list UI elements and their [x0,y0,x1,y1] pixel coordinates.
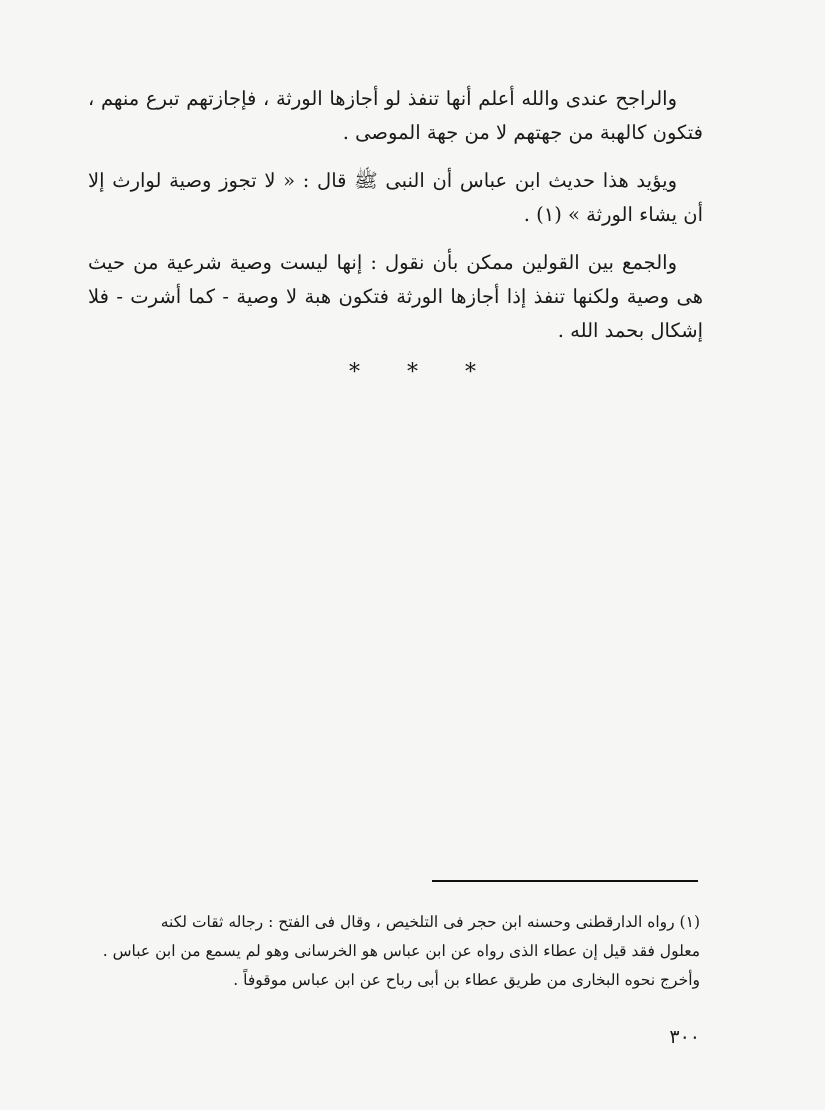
paragraph-text: والراجح عندى والله أعلم أنها تنفذ لو أجازها الورثة ، فإجازتهم تبرع منهم ، فتكون كالهبة من جهتهم لا من جهة الموصى . [88,87,703,144]
footnote-rule [432,880,698,882]
main-text [88,82,703,362]
paragraph-supporting-hadith [88,164,703,232]
paragraph-reconciliation [88,246,703,348]
page-number: ٣٠٠ [669,1026,700,1048]
footnotes [88,908,700,995]
paragraph-text: والجمع بين القولين ممكن بأن نقول : إنها ليست وصية شرعية من حيث هى وصية ولكنها تنفذ إذا أجازها الورثة فتكون هبة لا وصية - كما أشرت - فلا إشكال بحمد الله . [88,251,703,342]
footnote-line: (١) رواه الدارقطنى وحسنه ابن حجر فى التلخيص ، وقال فى الفتح : رجاله ثقات لكنه [160,913,700,931]
paragraph-text: ويؤيد هذا حديث ابن عباس أن النبى ﷺ قال : « لا تجوز وصية لوارث إلا أن يشاء الورثة » (١) . [88,169,703,226]
footnote-line: وأخرج نحوه البخارى من طريق عطاء بن أبى رباح عن ابن عباس موقوفاً . [233,971,700,989]
section-separator: * * * [349,360,476,385]
footnote-line: معلول فقد قيل إن عطاء الذى رواه عن ابن عباس هو الخرسانى وهو لم يسمع من ابن عباس . [102,942,700,960]
paragraph-preferred-opinion [88,82,703,150]
